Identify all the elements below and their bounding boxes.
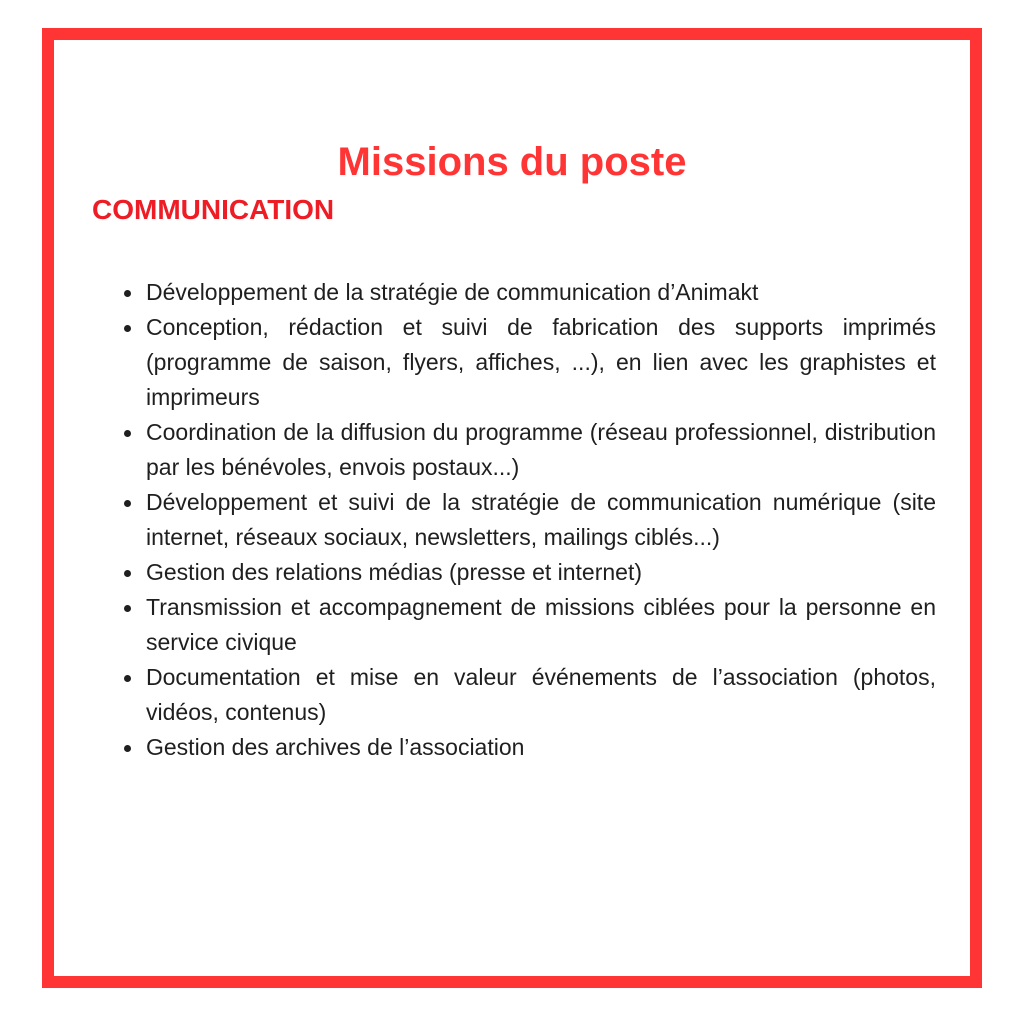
section-heading: COMMUNICATION xyxy=(92,194,335,225)
list-item: Gestion des relations médias (presse et internet) xyxy=(146,555,936,590)
page-title: Missions du poste xyxy=(337,140,687,184)
list-item: Développement et suivi de la stratégie de communication numérique (site internet, réseaux sociaux, newsletters, mailings ciblés...) xyxy=(146,485,936,555)
list-item: Transmission et accompagnement de missions ciblées pour la personne en service civique xyxy=(146,590,936,660)
missions-list xyxy=(146,275,936,765)
list-item: Documentation et mise en valeur événements de l’association (photos, vidéos, contenus) xyxy=(146,660,936,730)
list-item: Gestion des archives de l’association xyxy=(146,730,936,765)
list-item: Développement de la stratégie de communication d’Animakt xyxy=(146,275,936,310)
list-item: Coordination de la diffusion du programme (réseau professionnel, distribution par les bénévoles, envois postaux...) xyxy=(146,415,936,485)
document-frame xyxy=(42,28,982,988)
list-item: Conception, rédaction et suivi de fabrication des supports imprimés (programme de saison, flyers, affiches, ...), en lien avec les graphistes et imprimeurs xyxy=(146,310,936,415)
